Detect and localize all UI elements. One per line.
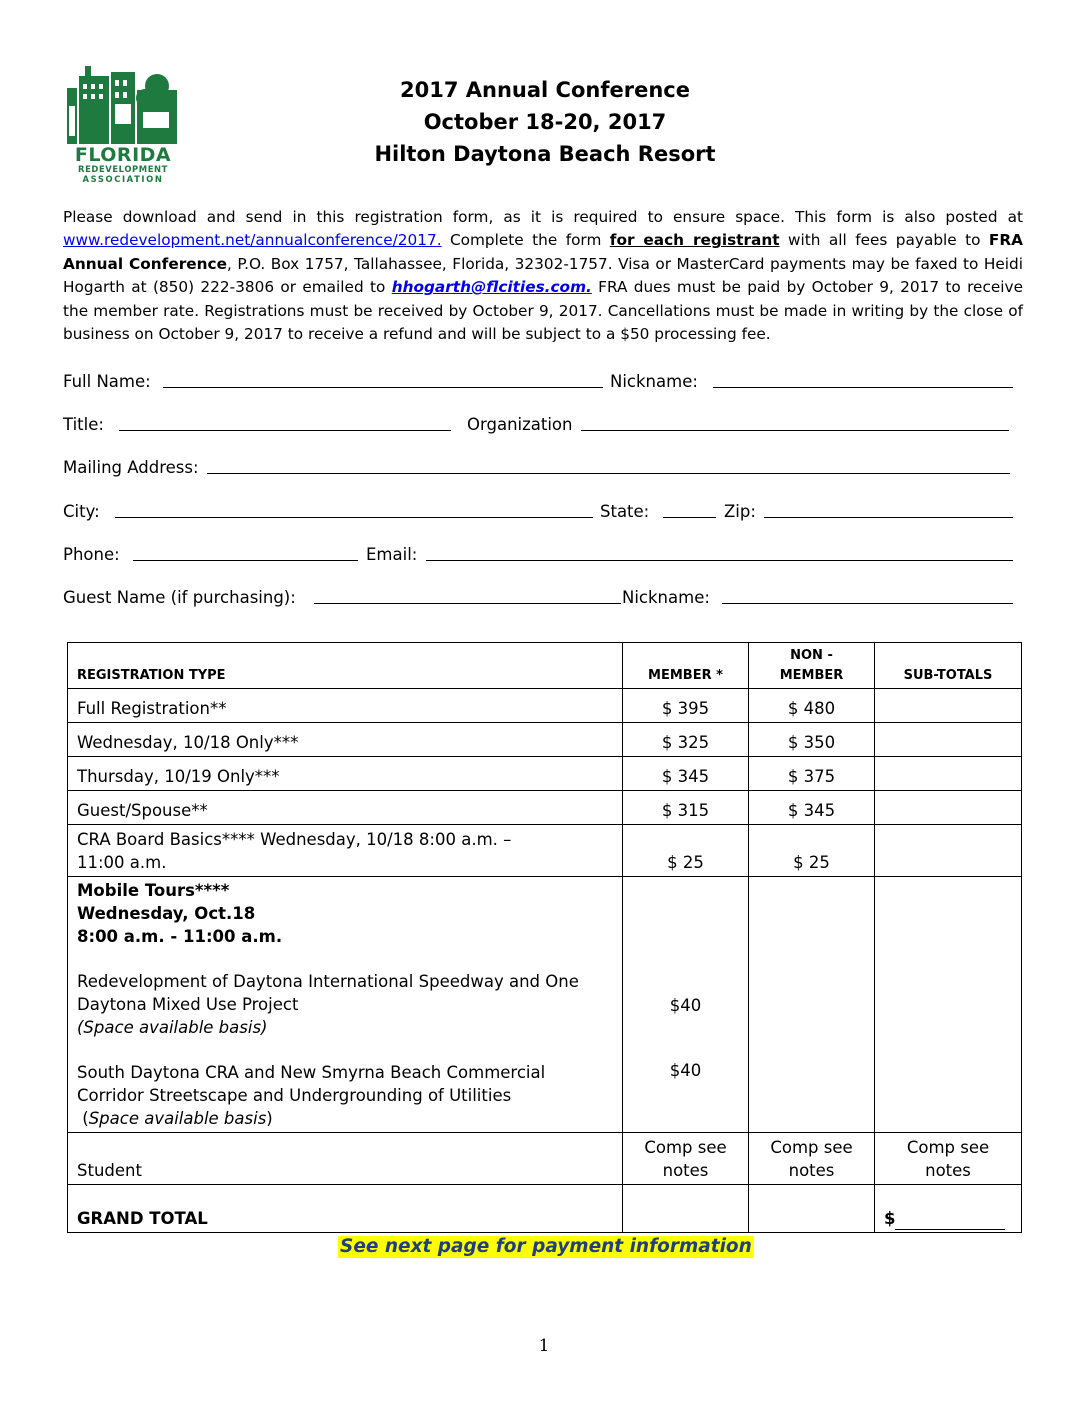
- title-field[interactable]: [119, 430, 451, 431]
- comp-line1: Comp see: [644, 1138, 727, 1157]
- spacer: [77, 1039, 613, 1061]
- grand-total-label: GRAND TOTAL: [68, 1185, 623, 1233]
- table-row: [68, 723, 1022, 757]
- comp-line2: notes: [662, 1161, 709, 1180]
- table-header-row: [68, 643, 1022, 689]
- guest-nickname-field[interactable]: [722, 603, 1013, 604]
- full-name-field[interactable]: [163, 387, 603, 388]
- tour1-title-line2: Daytona Mixed Use Project: [77, 995, 299, 1014]
- row-member-price: $ 395: [623, 689, 749, 723]
- organization-label: Organization: [467, 415, 573, 434]
- mobile-tours-member-cell: [623, 877, 749, 1133]
- payment-info-note: See next page for payment information: [340, 1236, 752, 1257]
- zip-label: Zip:: [724, 502, 756, 521]
- tour1-price: $40: [669, 996, 702, 1015]
- intro-text-2: Complete the form: [441, 231, 610, 250]
- cra-type: [68, 825, 623, 877]
- intro-emphasis: for each registrant: [609, 231, 780, 250]
- city-field[interactable]: [115, 517, 593, 518]
- comp-line1: Comp see: [906, 1138, 990, 1157]
- mobile-tours-nonmember-cell: [749, 877, 875, 1133]
- mobile-tours-date: Wednesday, Oct.18: [77, 904, 256, 923]
- guest-name-label: Guest Name (if purchasing):: [63, 588, 296, 607]
- spacer: [77, 948, 613, 970]
- conference-url-link[interactable]: www.redevelopment.net/annualconference/2017.: [63, 231, 442, 250]
- intro-text-1: Please download and send in this registration form, as it is required to ensure space. This form is also posted at: [63, 208, 1023, 226]
- nickname-field[interactable]: [713, 387, 1013, 388]
- title-label: Title:: [63, 415, 104, 434]
- row-type: Wednesday, 10/18 Only***: [68, 723, 623, 757]
- row-type: Guest/Spouse**: [68, 791, 623, 825]
- tour2-note: (Space available basis): [77, 1109, 273, 1128]
- tour2-title-line2: Corridor Streetscape and Undergrounding of Utilities: [77, 1086, 512, 1105]
- logo-text-association: ASSOCIATION: [82, 174, 164, 184]
- mobile-tours-subtotal-field[interactable]: [875, 877, 1022, 1133]
- header-member: MEMBER *: [623, 643, 749, 689]
- contact-email-link[interactable]: hhogarth@flcities.com.: [391, 278, 592, 297]
- cra-nonmember-price: $ 25: [749, 825, 875, 877]
- comp-line1: Comp see: [770, 1138, 853, 1157]
- state-label: State:: [600, 502, 650, 521]
- intro-text-3: with all fees payable to: [779, 231, 989, 250]
- student-member-comp: [623, 1133, 749, 1185]
- mobile-tours-cell: [68, 877, 623, 1133]
- guest-name-field[interactable]: [314, 603, 621, 604]
- row-nonmember-price: $ 375: [749, 757, 875, 791]
- comp-line2: notes: [788, 1161, 835, 1180]
- city-label: City:: [63, 502, 100, 521]
- tour2-title-line1: South Daytona CRA and New Smyrna Beach Commercial: [77, 1063, 546, 1082]
- table-row-grand-total: [68, 1185, 1022, 1233]
- zip-field[interactable]: [764, 517, 1013, 518]
- mobile-tours-heading: Mobile Tours****: [77, 881, 230, 900]
- nickname-label: Nickname:: [610, 372, 698, 391]
- tour2-price: $40: [669, 1061, 702, 1080]
- row-subtotal-field[interactable]: [875, 723, 1022, 757]
- cra-type-line2: 11:00 a.m.: [77, 853, 167, 872]
- row-subtotal-field[interactable]: [875, 757, 1022, 791]
- mailing-address-label: Mailing Address:: [63, 458, 199, 477]
- email-field[interactable]: [426, 560, 1013, 561]
- table-row-student: [68, 1133, 1022, 1185]
- student-subtotal-comp: [875, 1133, 1022, 1185]
- grand-total-field[interactable]: [895, 1211, 1005, 1230]
- row-nonmember-price: $ 480: [749, 689, 875, 723]
- guest-nickname-label: Nickname:: [622, 588, 710, 607]
- spacer: [632, 1017, 739, 1059]
- table-row: [68, 757, 1022, 791]
- cra-member-price: $ 25: [623, 825, 749, 877]
- table-row-mobile-tours: [68, 877, 1022, 1133]
- mailing-address-field[interactable]: [207, 473, 1010, 474]
- header-non-member-line1: NON -: [790, 648, 833, 663]
- logo-text-florida: FLORIDA: [74, 144, 172, 166]
- grand-total-nonmember-cell: [749, 1185, 875, 1233]
- row-subtotal-field[interactable]: [875, 689, 1022, 723]
- intro-text-4: , P.O. Box 1757, Tallahassee, Florida, 32302-1757. Visa or MasterCard payments may be faxed to Heidi Hogarth at (850) 222-3806 or emailed to: [63, 254, 1024, 297]
- intro-text-5: FRA dues must be paid by October 9, 2017 to receive the member rate. Registrations must be received by October 9, 2017. Cancellations must be made in writing by the close of business on October 9, 2017 to receive a refund and will be subject to a $50 processing fee.: [63, 278, 1023, 344]
- title-line-dates: October 18-20, 2017: [423, 110, 667, 134]
- row-type: Thursday, 10/19 Only***: [68, 757, 623, 791]
- phone-label: Phone:: [63, 545, 120, 564]
- fra-logo: [63, 66, 183, 184]
- full-name-label: Full Name:: [63, 372, 151, 391]
- row-member-price: $ 325: [623, 723, 749, 757]
- row-nonmember-price: $ 350: [749, 723, 875, 757]
- grand-total-cell[interactable]: [875, 1185, 1022, 1233]
- tour1-note: (Space available basis): [77, 1018, 268, 1037]
- logo-text-redevelopment: REDEVELOPMENT: [78, 164, 168, 174]
- registration-table: [67, 642, 1022, 1233]
- tour2-note-text: Space available basis: [88, 1109, 267, 1128]
- organization-field[interactable]: [581, 430, 1009, 431]
- cra-subtotal-field[interactable]: [875, 825, 1022, 877]
- page-number: 1: [538, 1336, 550, 1356]
- phone-field[interactable]: [133, 560, 358, 561]
- intro-paragraph: [63, 206, 1023, 346]
- email-label: Email:: [366, 545, 418, 564]
- row-subtotal-field[interactable]: [875, 791, 1022, 825]
- grand-total-dollar: $: [884, 1209, 896, 1228]
- table-row: [68, 689, 1022, 723]
- row-nonmember-price: $ 345: [749, 791, 875, 825]
- title-line-conference: 2017 Annual Conference: [400, 78, 690, 102]
- logo-building-icon: [63, 66, 183, 146]
- student-nonmember-comp: [749, 1133, 875, 1185]
- intro-payee: FRA Annual Conference: [63, 231, 1023, 273]
- spacer: [632, 879, 739, 994]
- row-member-price: $ 315: [623, 791, 749, 825]
- header-non-member-line2: MEMBER: [779, 668, 844, 683]
- table-row: [68, 791, 1022, 825]
- tour1-title-line1: Redevelopment of Daytona International Speedway and One: [77, 972, 579, 991]
- title-line-venue: Hilton Daytona Beach Resort: [374, 142, 716, 166]
- cra-type-line1: CRA Board Basics**** Wednesday, 10/18 8:00 a.m. –: [77, 830, 512, 849]
- table-row-cra: [68, 825, 1022, 877]
- state-field[interactable]: [663, 517, 716, 518]
- row-member-price: $ 345: [623, 757, 749, 791]
- comp-line2: notes: [925, 1161, 971, 1180]
- page-title: [300, 74, 790, 170]
- grand-total-member-cell: [623, 1185, 749, 1233]
- header-registration-type: REGISTRATION TYPE: [68, 643, 623, 689]
- header-sub-totals: SUB-TOTALS: [875, 643, 1022, 689]
- mobile-tours-time: 8:00 a.m. - 11:00 a.m.: [77, 927, 283, 946]
- student-type: Student: [68, 1133, 623, 1185]
- header-non-member: [749, 643, 875, 689]
- row-type: Full Registration**: [68, 689, 623, 723]
